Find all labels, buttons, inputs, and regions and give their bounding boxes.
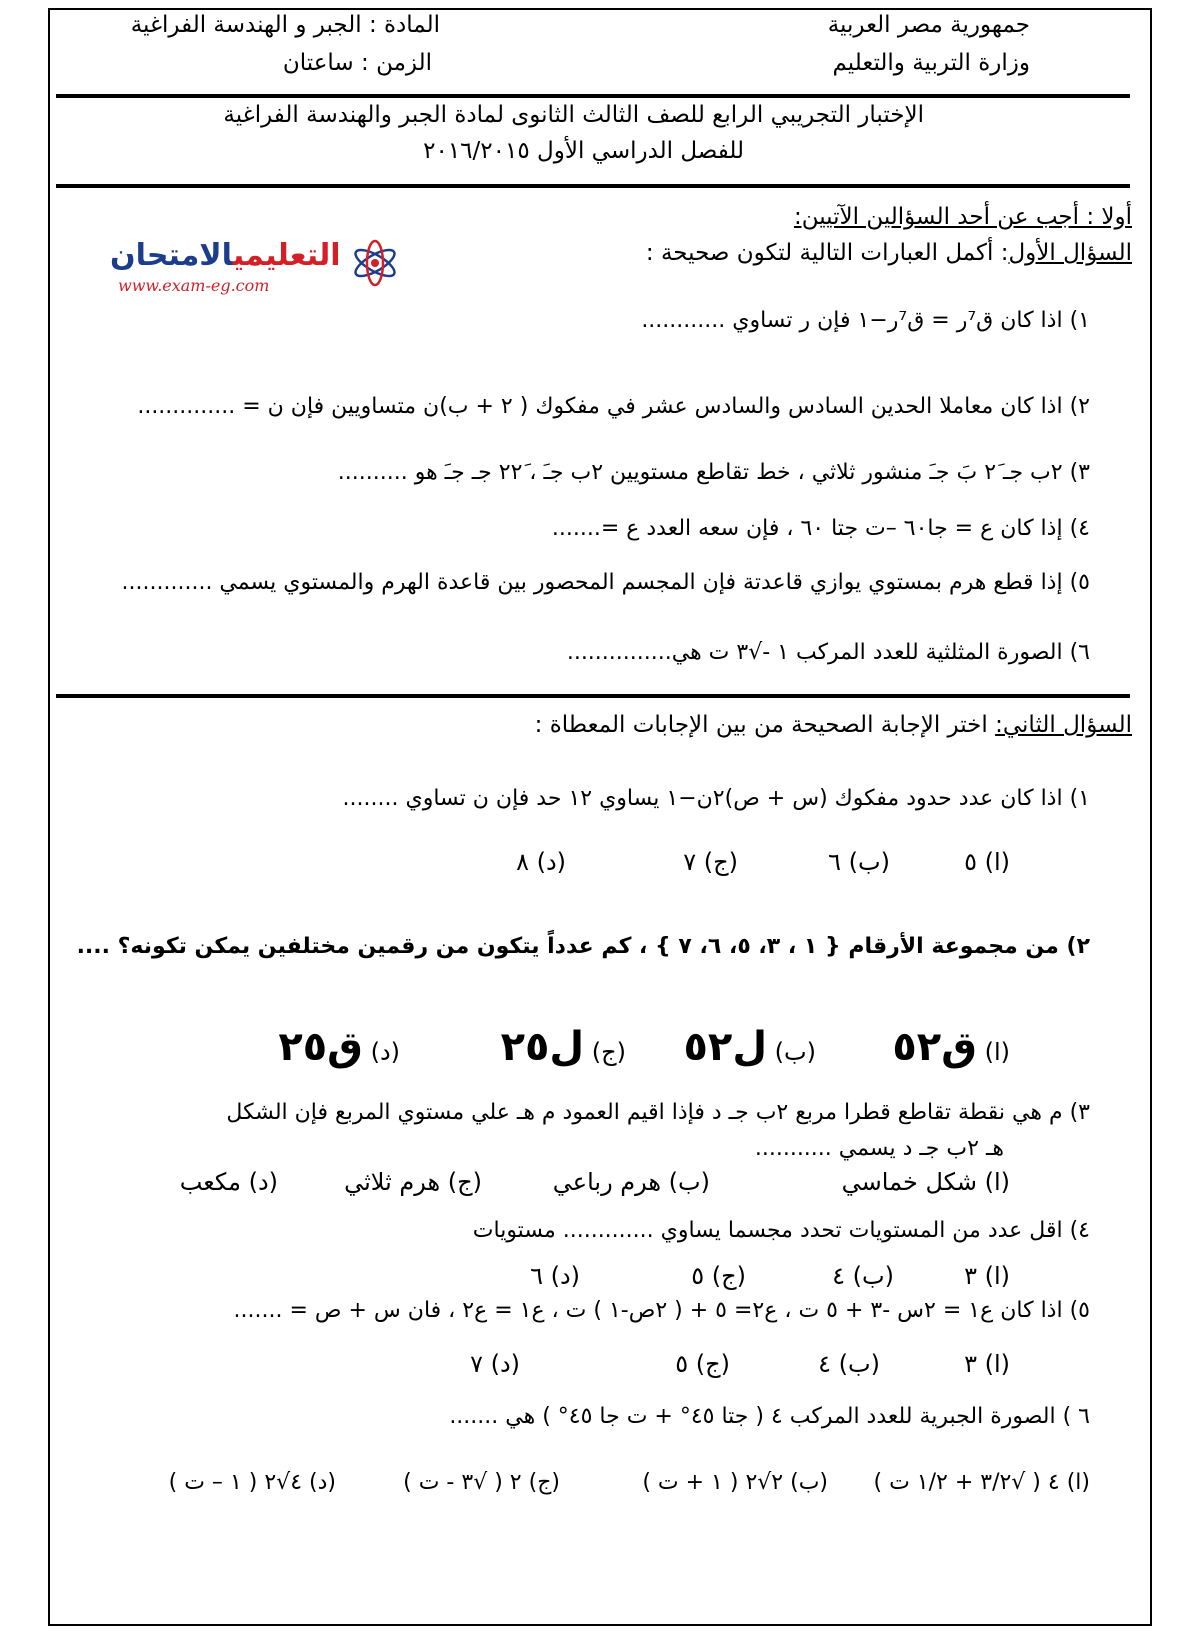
q1-item-4: ٤) إذا كان ع = جا٦٠ –ت جتا ٦٠ ، فإن سعه العدد ع =....... [551,516,1090,541]
q2-2-option-c [501,1024,626,1070]
q2-2-option-d-label: (د) [370,1038,400,1066]
q2-4-text: ٤) اقل عدد من المستويات تحدد مجسما يساوي ............. مستويات [472,1218,1090,1243]
q2-2-option-a-label: (ا) [984,1038,1010,1066]
exam-eg-logo [100,232,390,302]
divider [56,694,1130,698]
q2-1-option-b: (ب) ٦ [828,848,890,876]
q2-2-option-c-value: ل٢٥ [500,1024,585,1070]
q2-1-text: ١) اذا كان عدد حدود مفكوك (س + ص)٢ن−١ يساوي ١٢ حد فإن ن تساوي ........ [342,786,1090,811]
q2-5-option-c: (ج) ٥ [675,1350,730,1378]
logo-text-blue: الامتحان [110,238,233,273]
q1-header [646,240,1132,268]
header-time: الزمن : ساعتان [282,50,432,76]
q2-2-option-c-label: (ج) [591,1038,626,1066]
q2-5-text: ٥) اذا كان ع١ = ٢س -٣ + ٥ ت ، ع٢= ٥ + ( ٢ص-١ ) ت ، ع١ = ع٢ ، فان س + ص = ....... [233,1298,1090,1323]
q2-2-option-a [892,1024,1010,1070]
q2-2-option-b [683,1024,816,1070]
divider [56,184,1130,188]
q2-2-text: ٢) من مجموعة الأرقام { ١ ، ٣، ٥، ٦، ٧ } ، كم عدداً يتكون من رقمين مختلفين يمكن تكونه؟ .... [76,934,1090,959]
q2-5-option-b: (ب) ٤ [818,1350,880,1378]
q1-item-3: ٣) ٢ب جـ ٢َ بَ جـَ منشور ثلاثي ، خط تقاطع مستويين ٢ب جـَ ، ٢٢َ جـ جـَ هو .......... [337,460,1090,485]
q1-item-6: ٦) الصورة المثلثية للعدد المركب ١ -√٣ ت هي............... [566,640,1090,665]
divider [56,94,1130,98]
q2-label: السؤال الثاني: [995,712,1132,738]
q2-5-option-a: (ا) ٣ [964,1350,1010,1378]
q2-6-text: ٦ ) الصورة الجبرية للعدد المركب ٤ ( جتا ٤٥° + ت جا ٤٥° ) هي ....... [449,1404,1090,1429]
q2-3-option-c: (ج) هرم ثلاثي [344,1168,482,1196]
header-subject: المادة : الجبر و الهندسة الفراغية [130,12,440,38]
q2-2-option-d-value: ق٢٥ [278,1024,363,1070]
q2-2-option-b-label: (ب) [774,1038,816,1066]
header-country: جمهورية مصر العربية [827,12,1030,38]
q1-item-1: ١) اذا كان ق⁷ر = ق⁷ر−١ فإن ر تساوي ............ [641,308,1090,333]
q1-item-2: ٢) اذا كان معاملا الحدين السادس والسادس عشر في مفكوك ( ٢ + ب)ن متساويين فإن ن = .............. [137,394,1090,419]
q2-instruction: اختر الإجابة الصحيحة من بين الإجابات المعطاة : [534,712,996,738]
q2-4-option-b: (ب) ٤ [832,1262,894,1290]
logo-text [110,238,341,273]
exam-title: الإختبار التجريبي الرابع للصف الثالث الثانوى لمادة الجبر والهندسة الفراغية [223,102,924,128]
q2-6-option-b: (ب) ٢√٢ ( ١ + ت ) [642,1470,828,1495]
q2-1-option-c: (ج) ٧ [683,848,738,876]
q2-3-option-a: (ا) شكل خماسي [841,1168,1010,1196]
logo-url: www.exam-eg.com [118,276,270,295]
q2-1-option-a: (ا) ٥ [964,848,1010,876]
atom-icon [350,238,400,288]
q2-3-option-b: (ب) هرم رباعي [552,1168,710,1196]
q2-1-option-d: (د) ٨ [516,848,566,876]
q2-6-option-c: (ج) ٢ ( √٣ - ت ) [403,1470,560,1495]
q2-3-line1: ٣) م هي نقطة تقاطع قطرا مربع ٢ب جـ د فإذا اقيم العمود م هـ علي مستوي المربع فإن الشكل [226,1100,1090,1125]
q2-4-option-c: (ج) ٥ [691,1262,746,1290]
q2-2-option-a-value: ق٥٢ [892,1024,977,1070]
q2-2-option-b-value: ل٥٢ [683,1024,768,1070]
q1-instruction: : أكمل العبارات التالية لتكون صحيحة : [645,240,1009,266]
q2-2-option-d [278,1024,400,1070]
q1-item-5: ٥) إذا قطع هرم بمستوي يوازي قاعدتة فإن المجسم المحصور بين قاعدة الهرم والمستوي يسمي ............. [121,570,1090,595]
q2-3-option-d: (د) مكعب [179,1168,278,1196]
header-ministry: وزارة التربية والتعليم [832,50,1030,76]
exam-subtitle: للفصل الدراسي الأول ٢٠١٦/٢٠١٥ [423,138,744,164]
logo-text-red: التعليمي [232,238,341,273]
q2-4-option-a: (ا) ٣ [964,1262,1010,1290]
q2-3-line2: هـ ٢ب جـ د يسمي ........... [754,1136,1004,1161]
q2-6-option-d: (د) ٤√٢ ( ١ – ت ) [168,1470,336,1495]
q1-label: السؤال الأول [1008,240,1132,266]
q2-4-option-d: (د) ٦ [530,1262,580,1290]
q2-6-option-a: (ا) ٤ ( √٣/٢ + ١/٢ ت ) [873,1470,1090,1495]
q2-header [535,712,1132,740]
q2-5-option-d: (د) ٧ [470,1350,520,1378]
part1-heading: أولا : أجب عن أحد السؤالين الآتيين: [793,204,1132,230]
